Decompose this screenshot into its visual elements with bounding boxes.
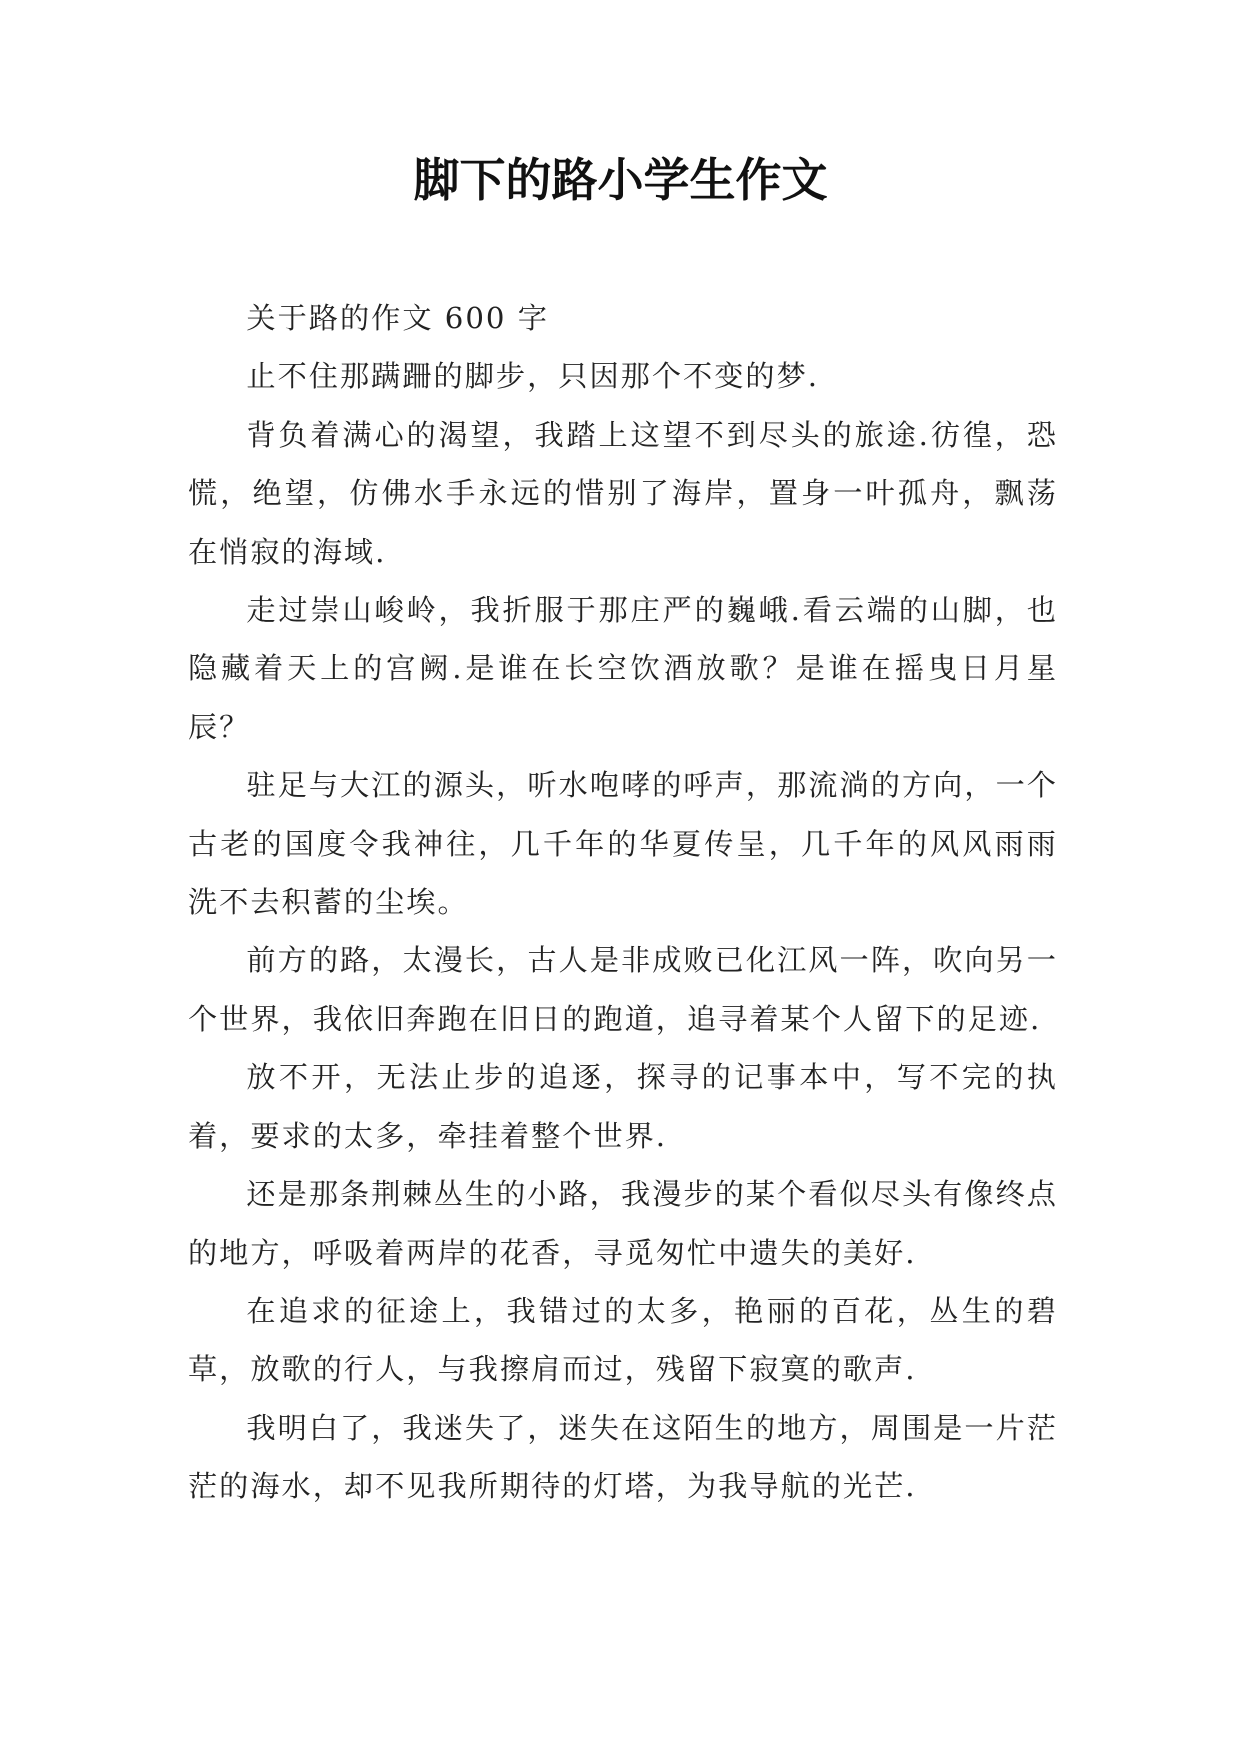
paragraph-6: 前方的路，太漫长，古人是非成败已化江风一阵，吹向另一个世界，我依旧奔跑在旧日的跑道，追寻着某个人留下的足迹. (188, 943, 1058, 1036)
paragraph-7: 放不开，无法止步的追逐，探寻的记事本中，写不完的执着，要求的太多，牵挂着整个世界. (188, 1060, 1058, 1153)
page-title: 脚下的路小学生作文 (413, 153, 828, 207)
paragraph-3: 背负着满心的渴望，我踏上这望不到尽头的旅途.彷徨，恐慌，绝望，仿佛水手永远的惜别了海岸，置身一叶孤舟，飘荡在悄寂的海域. (188, 417, 1058, 569)
paragraph-9: 在追求的征途上，我错过的太多，艳丽的百花，丛生的碧草，放歌的行人，与我擦肩而过，残留下寂寞的歌声. (188, 1293, 1058, 1387)
paragraph-4: 走过崇山峻岭，我折服于那庄严的巍峨.看云端的山脚，也隐藏着天上的宫阙.是谁在长空饮酒放歌？是谁在摇曳日月星辰？ (188, 593, 1058, 744)
paragraph-8: 还是那条荆棘丛生的小路，我漫步的某个看似尽头有像终点的地方，呼吸着两岸的花香，寻觅匆忙中遗失的美好. (188, 1177, 1058, 1270)
paragraph-1: 关于路的作文 600 字 (246, 301, 549, 335)
paragraph-10: 我明白了，我迷失了，迷失在这陌生的地方，周围是一片茫茫的海水，却不见我所期待的灯塔，为我导航的光芒. (188, 1410, 1058, 1504)
paragraph-2: 止不住那蹒跚的脚步，只因那个不变的梦. (246, 359, 820, 394)
paragraph-5: 驻足与大江的源头，听水咆哮的呼声，那流淌的方向，一个古老的国度令我神往，几千年的华夏传呈，几千年的风风雨雨洗不去积蓄的尘埃。 (188, 768, 1058, 920)
document-body (188, 289, 1058, 1516)
